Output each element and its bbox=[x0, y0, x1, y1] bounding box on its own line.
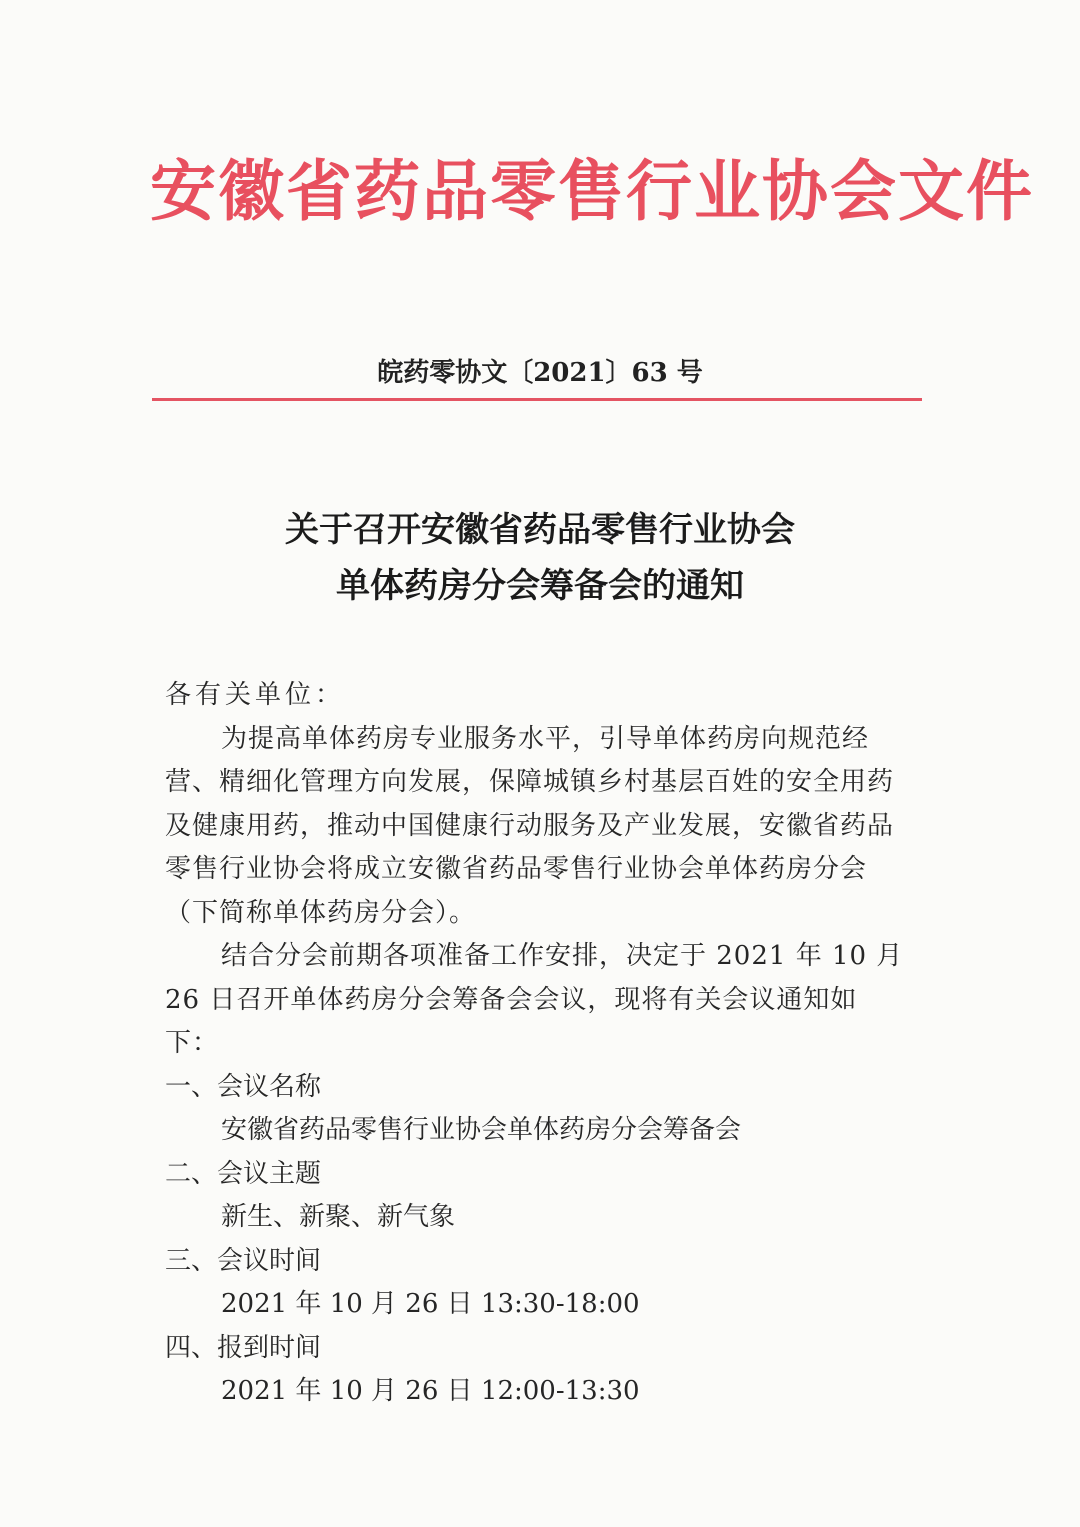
section-content-2: 新生、新聚、新气象 bbox=[221, 1202, 456, 1232]
section-heading-4: 四、报到时间 bbox=[165, 1332, 322, 1363]
section-heading-2: 二、会议主题 bbox=[165, 1158, 322, 1189]
document-number: 皖药零协文〔2021〕63 号 bbox=[377, 358, 703, 388]
section-content-1: 安徽省药品零售行业协会单体药房分会筹备会 bbox=[221, 1115, 742, 1145]
section-heading-1: 一、会议名称 bbox=[165, 1071, 322, 1102]
notice-title-line-1: 关于召开安徽省药品零售行业协会 bbox=[285, 510, 795, 550]
section-content-3: 2021 年 10 月 26 日 13:30-18:00 bbox=[221, 1289, 640, 1319]
notice-title bbox=[150, 502, 930, 614]
paragraph-1: 为提高单体药房专业服务水平，引导单体药房向规范经营、精细化管理方向发展，保障城镇乡村基层百姓的安全用药及健康用药，推动中国健康行动服务及产业发展，安徽省药品零售行业协会将成立安徽省药品零售行业协会单体药房分会（下简称单体药房分会）。 bbox=[165, 723, 895, 928]
notice-body bbox=[165, 674, 905, 1414]
section-heading-3: 三、会议时间 bbox=[165, 1245, 322, 1276]
issuer-header-title: 安徽省药品零售行业协会文件 bbox=[150, 153, 1034, 230]
paragraph-2: 结合分会前期各项准备工作安排，决定于 2021 年 10 月 26 日召开单体药房分会筹备会会议，现将有关会议通知如下： bbox=[165, 941, 904, 1058]
notice-title-line-2: 单体药房分会筹备会的通知 bbox=[336, 566, 744, 606]
section-content-4: 2021 年 10 月 26 日 12:00-13:30 bbox=[221, 1376, 640, 1406]
red-divider-line bbox=[152, 398, 922, 401]
salutation: 各有关单位： bbox=[165, 680, 346, 710]
